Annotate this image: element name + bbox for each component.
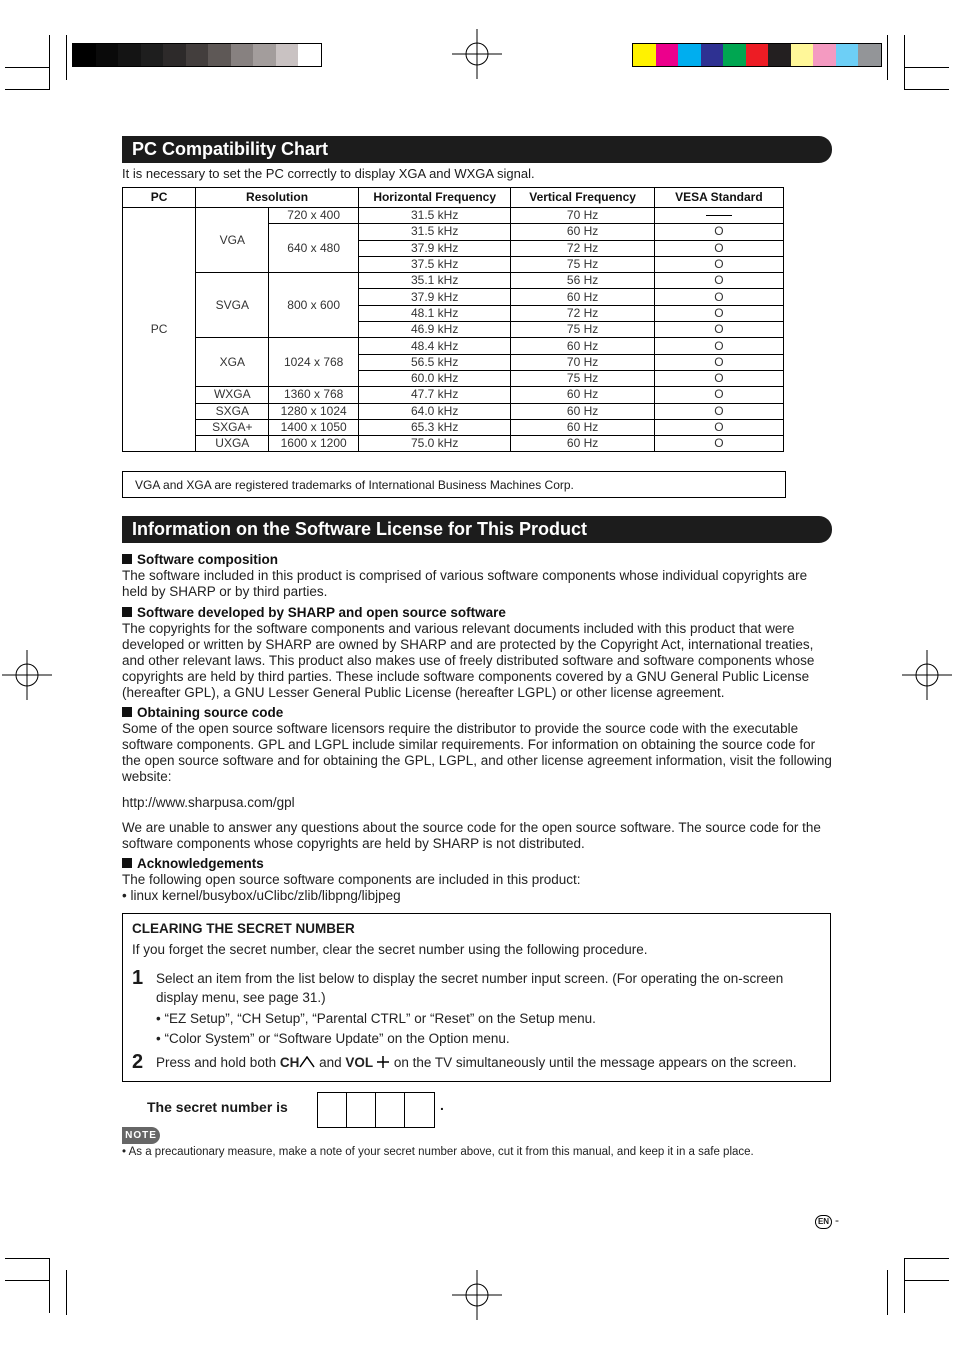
registration-mark-icon xyxy=(902,650,952,700)
vesa-cell: O xyxy=(654,419,783,435)
h-freq-cell: 37.9 kHz xyxy=(358,240,511,256)
group-cell: UXGA xyxy=(196,436,269,452)
vol-key-label: VOL xyxy=(345,1055,374,1070)
resolution-cell: 1360 x 768 xyxy=(269,387,358,403)
header-horizontal: Horizontal Frequency xyxy=(358,188,511,208)
section-title-software-license: Information on the Software License for This Product xyxy=(122,516,832,543)
note-text: • As a precautionary measure, make a note of your secret number above, cut it from this manual, and keep it in a safe place. xyxy=(122,1146,754,1158)
h-freq-cell: 64.0 kHz xyxy=(358,403,511,419)
group-cell: XGA xyxy=(196,338,269,387)
secret-digit-box xyxy=(376,1093,405,1127)
vesa-cell: O xyxy=(654,305,783,321)
secret-number-label: The secret number is xyxy=(147,1099,288,1115)
table-row xyxy=(123,338,784,354)
v-freq-cell: 56 Hz xyxy=(511,273,654,289)
table-row xyxy=(123,387,784,403)
developed-software-block xyxy=(122,605,832,701)
composition-text: The software included in this product is comprised of various software components whose individual copyrights are held by SHARP or by third parties. xyxy=(122,568,808,599)
v-freq-cell: 75 Hz xyxy=(511,370,654,386)
vesa-cell: O xyxy=(654,354,783,370)
color-swatch xyxy=(231,44,254,66)
color-swatch xyxy=(208,44,231,66)
color-swatch xyxy=(276,44,299,66)
group-cell: SXGA+ xyxy=(196,419,269,435)
dash-mark xyxy=(706,215,732,216)
v-freq-cell: 60 Hz xyxy=(511,419,654,435)
step-1-line2: display menu, see page 31.) xyxy=(156,990,326,1005)
v-freq-cell: 60 Hz xyxy=(511,338,654,354)
source-text: Some of the open source software licensors require the distributor to provide the source code with the executable software components. GPL and LGPL include similar requirements. For information on obtaining the source code for the open source software and for obtaining the GPL, LGPL, and other license agreement information, visit the following website: xyxy=(122,721,832,784)
color-swatch xyxy=(141,44,164,66)
step-2-pre: Press and hold both xyxy=(156,1055,280,1070)
secret-digit-box xyxy=(405,1093,434,1127)
ack-heading: Acknowledgements xyxy=(122,856,832,872)
vesa-cell: O xyxy=(654,370,783,386)
group-cell: SVGA xyxy=(196,273,269,338)
plus-icon xyxy=(376,1056,390,1068)
step-2-and: and xyxy=(315,1055,346,1070)
color-swatch xyxy=(96,44,119,66)
v-freq-cell: 60 Hz xyxy=(511,224,654,240)
pc-compatibility-table xyxy=(122,187,784,452)
software-composition-block xyxy=(122,552,832,600)
registration-mark-icon xyxy=(2,650,52,700)
v-freq-cell: 72 Hz xyxy=(511,305,654,321)
secret-digit-box xyxy=(318,1093,347,1127)
developed-text: The copyrights for the software components and various relevant documents included with this product that were developed or written by SHARP are owned by SHARP and are protected by the Copyright Act, international treaties, and other relevant laws. This product also makes use of freely distributed software and software components whose copyrights are held by third parties. These include software components covered by a GNU General Public License (hereafter GPL), a GNU Lesser General Public License (hereafter LGPL) or other license agreement. xyxy=(122,621,815,700)
gpl-url-link[interactable]: http://www.sharpusa.com/gpl xyxy=(122,795,295,810)
resolution-cell: 720 x 400 xyxy=(269,208,358,224)
vesa-cell: O xyxy=(654,240,783,256)
table-row xyxy=(123,403,784,419)
v-freq-cell: 70 Hz xyxy=(511,208,654,224)
h-freq-cell: 46.9 kHz xyxy=(358,322,511,338)
step-1-line1: Select an item from the list below to display the secret number input screen. (For operating the on-screen xyxy=(156,971,784,986)
resolution-cell: 1600 x 1200 xyxy=(269,436,358,452)
step-1-bullet-2: • “Color System” or “Software Update” on the Option menu. xyxy=(156,1031,510,1046)
color-swatch xyxy=(253,44,276,66)
h-freq-cell: 60.0 kHz xyxy=(358,370,511,386)
step-1-bullet-1: • “EZ Setup”, “CH Setup”, “Parental CTRL” or “Reset” on the Setup menu. xyxy=(156,1011,596,1026)
color-swatch xyxy=(858,44,881,66)
step-2-post: on the TV simultaneously until the message appears on the screen. xyxy=(390,1055,797,1070)
color-swatch xyxy=(746,44,769,66)
trademark-note: VGA and XGA are registered trademarks of International Business Machines Corp. xyxy=(122,471,786,498)
unable-text: We are unable to answer any questions about the source code for the open source software. The source code for the software components whose copyrights are held by SHARP is not distributed. xyxy=(122,820,821,851)
v-freq-cell: 60 Hz xyxy=(511,403,654,419)
step-2-number: 2 xyxy=(132,1051,144,1073)
vesa-cell: O xyxy=(654,273,783,289)
color-swatch xyxy=(73,44,96,66)
vesa-cell: O xyxy=(654,322,783,338)
color-swatch xyxy=(656,44,679,66)
h-freq-cell: 48.4 kHz xyxy=(358,338,511,354)
vesa-cell: O xyxy=(654,289,783,305)
color-swatch xyxy=(836,44,859,66)
h-freq-cell: 47.7 kHz xyxy=(358,387,511,403)
secret-number-period: . xyxy=(440,1097,444,1113)
step-1-number: 1 xyxy=(132,967,144,989)
v-freq-cell: 75 Hz xyxy=(511,256,654,272)
pc-intro-text: It is necessary to set the PC correctly to display XGA and WXGA signal. xyxy=(122,166,535,181)
header-vertical: Vertical Frequency xyxy=(511,188,654,208)
color-swatch xyxy=(768,44,791,66)
color-swatch xyxy=(186,44,209,66)
color-swatch xyxy=(813,44,836,66)
color-swatch xyxy=(791,44,814,66)
color-swatch xyxy=(633,44,656,66)
language-badge: EN xyxy=(815,1215,832,1229)
v-freq-cell: 60 Hz xyxy=(511,436,654,452)
chevron-up-icon xyxy=(299,1056,315,1068)
table-row xyxy=(123,419,784,435)
source-heading: Obtaining source code xyxy=(122,705,832,721)
source-code-block xyxy=(122,705,832,785)
h-freq-cell: 65.3 kHz xyxy=(358,419,511,435)
note-badge: NOTE xyxy=(122,1127,160,1144)
table-row xyxy=(123,208,784,224)
color-swatch xyxy=(678,44,701,66)
v-freq-cell: 75 Hz xyxy=(511,322,654,338)
clearing-secret-number-box xyxy=(122,913,831,1082)
h-freq-cell: 37.5 kHz xyxy=(358,256,511,272)
v-freq-cell: 60 Hz xyxy=(511,387,654,403)
color-swatch xyxy=(723,44,746,66)
vesa-cell: O xyxy=(654,403,783,419)
header-pc: PC xyxy=(123,188,196,208)
section-title-pc-compatibility: PC Compatibility Chart xyxy=(122,136,832,163)
vesa-cell: O xyxy=(654,436,783,452)
resolution-cell: 1400 x 1050 xyxy=(269,419,358,435)
acknowledgements-block xyxy=(122,856,832,904)
group-cell: VGA xyxy=(196,208,269,273)
ack-list: • linux kernel/busybox/uClibc/zlib/libpng/libjpeg xyxy=(122,888,401,903)
h-freq-cell: 31.5 kHz xyxy=(358,208,511,224)
pc-label-cell: PC xyxy=(123,208,196,452)
secret-box-title: CLEARING THE SECRET NUMBER xyxy=(132,921,355,936)
group-cell: SXGA xyxy=(196,403,269,419)
v-freq-cell: 72 Hz xyxy=(511,240,654,256)
table-row xyxy=(123,273,784,289)
resolution-cell: 800 x 600 xyxy=(269,273,358,338)
composition-heading: Software composition xyxy=(122,552,832,568)
registration-mark-icon xyxy=(452,29,502,79)
resolution-cell: 1280 x 1024 xyxy=(269,403,358,419)
secret-digit-box xyxy=(347,1093,376,1127)
step-2-text xyxy=(156,1053,797,1072)
color-swatch xyxy=(701,44,724,66)
resolution-cell: 1024 x 768 xyxy=(269,338,358,387)
ch-key-label: CH xyxy=(279,1055,300,1070)
header-resolution: Resolution xyxy=(196,188,359,208)
secret-intro: If you forget the secret number, clear the secret number using the following procedure. xyxy=(132,942,648,957)
vesa-cell: O xyxy=(654,256,783,272)
v-freq-cell: 70 Hz xyxy=(511,354,654,370)
vesa-cell: O xyxy=(654,224,783,240)
v-freq-cell: 60 Hz xyxy=(511,289,654,305)
h-freq-cell: 37.9 kHz xyxy=(358,289,511,305)
resolution-cell: 640 x 480 xyxy=(269,224,358,273)
h-freq-cell: 31.5 kHz xyxy=(358,224,511,240)
color-swatch xyxy=(298,44,321,66)
h-freq-cell: 56.5 kHz xyxy=(358,354,511,370)
grayscale-calibration-bar xyxy=(72,43,322,67)
header-vesa: VESA Standard xyxy=(654,188,783,208)
vesa-cell: O xyxy=(654,338,783,354)
color-calibration-bar xyxy=(632,43,882,67)
registration-mark-icon xyxy=(452,1270,502,1320)
page-number-dash: - xyxy=(835,1213,839,1227)
h-freq-cell: 35.1 kHz xyxy=(358,273,511,289)
ack-text: The following open source software components are included in this product: xyxy=(122,872,581,887)
color-swatch xyxy=(118,44,141,66)
table-row xyxy=(123,436,784,452)
developed-heading: Software developed by SHARP and open source software xyxy=(122,605,832,621)
table-header-row xyxy=(123,188,784,208)
h-freq-cell: 48.1 kHz xyxy=(358,305,511,321)
vesa-cell xyxy=(654,208,783,224)
vesa-cell: O xyxy=(654,387,783,403)
h-freq-cell: 75.0 kHz xyxy=(358,436,511,452)
color-swatch xyxy=(163,44,186,66)
group-cell: WXGA xyxy=(196,387,269,403)
secret-number-boxes xyxy=(317,1092,435,1128)
